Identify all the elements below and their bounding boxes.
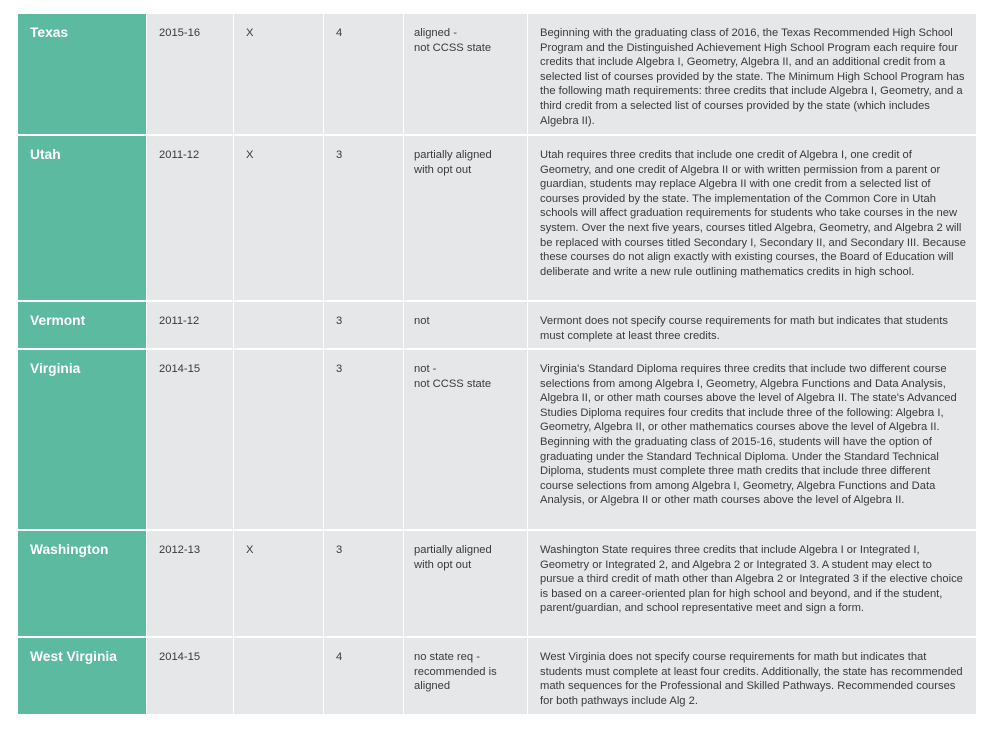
requirement-description: Virginia's Standard Diploma requires three credits that include two different course selections from among Algebra I, Geometry, Algebra Functions and Data Analysis, Algebra II, or other math courses above the level of Algebra II. The state's Advanced Studies Diploma requires four credits that include three of the following: Algebra I, Geometry, Algebra II, or other mathematics courses above the level of Algebra II. Beginning with the graduating class of 2015-16, students will have the option of graduating under the Standard Technical Diploma. Under the Standard Technical Diploma, students must complete three math credits that include three different course selections from among Algebra I, Geometry, Algebra Functions and Data Analysis, or Algebra II or other math courses above the level of Algebra II. <box>528 350 976 529</box>
ccss-alignment: aligned - not CCSS state <box>404 14 528 134</box>
ccss-alignment: no state req - recommended is aligned <box>404 638 528 714</box>
table-row <box>18 531 976 638</box>
requirement-mark <box>234 638 324 714</box>
state-name: Utah <box>18 136 147 300</box>
credits-required: 3 <box>324 302 404 348</box>
credits-required: 4 <box>324 638 404 714</box>
state-name: Vermont <box>18 302 147 348</box>
effective-year: 2015-16 <box>147 14 234 134</box>
effective-year: 2014-15 <box>147 638 234 714</box>
requirement-description: Utah requires three credits that include one credit of Algebra I, one credit of Geometry, and one credit of Algebra II or with written permission from a parent or guardian, students may replace Algebra II with one credit from a selected list of courses provided by the state. The implementation of the Common Core in Utah schools will affect graduation requirements for students who take courses in the new system. Over the next five years, courses titled Algebra, Geometry, and Algebra 2 will be replaced with courses titled Secondary I, Secondary II, and Secondary III. Because these courses do not align exactly with existing courses, the Board of Education will deliberate and write a new rule outlining mathematics credits in high school. <box>528 136 976 300</box>
requirement-mark: X <box>234 136 324 300</box>
effective-year: 2011-12 <box>147 136 234 300</box>
requirement-description: Washington State requires three credits that include Algebra I or Integrated I, Geometry or Integrated 2, and Algebra 2 or Integrated 3. A student may elect to pursue a third credit of math other than Algebra 2 or Integrated 3 if the elective choice is based on a career-oriented plan for high school and beyond, and if the student, parent/guardian, and school representative meet and sign a form. <box>528 531 976 636</box>
table-row <box>18 302 976 350</box>
table-row <box>18 350 976 531</box>
credits-required: 3 <box>324 350 404 529</box>
requirement-mark <box>234 350 324 529</box>
state-name: Washington <box>18 531 147 636</box>
table-row <box>18 638 976 716</box>
requirement-mark <box>234 302 324 348</box>
effective-year: 2014-15 <box>147 350 234 529</box>
credits-required: 3 <box>324 136 404 300</box>
ccss-alignment: not <box>404 302 528 348</box>
requirement-mark: X <box>234 531 324 636</box>
state-name: West Virginia <box>18 638 147 714</box>
ccss-alignment: partially aligned with opt out <box>404 136 528 300</box>
state-requirements-table <box>18 14 976 716</box>
requirement-description: West Virginia does not specify course requirements for math but indicates that students must complete at least four credits. Additionally, the state has recommended math sequences for the Professional and Skilled Pathways. Recommended courses for both pathways include Alg 2. <box>528 638 976 714</box>
requirement-description: Vermont does not specify course requirements for math but indicates that students must complete at least three credits. <box>528 302 976 348</box>
ccss-alignment: not - not CCSS state <box>404 350 528 529</box>
table-row <box>18 136 976 302</box>
state-name: Virginia <box>18 350 147 529</box>
ccss-alignment: partially aligned with opt out <box>404 531 528 636</box>
credits-required: 3 <box>324 531 404 636</box>
table-row <box>18 14 976 136</box>
effective-year: 2012-13 <box>147 531 234 636</box>
requirement-description: Beginning with the graduating class of 2016, the Texas Recommended High School Program and the Distinguished Achievement High School Program each require four credits that include Algebra I, Geometry, Algebra II, and an additional credit from a selected list of courses provided by the state. The Minimum High School Program has the following math requirements: three credits that include Algebra I, Geometry, and a third credit from a selected list of courses provided by the state (which includes Algebra II). <box>528 14 976 134</box>
requirement-mark: X <box>234 14 324 134</box>
credits-required: 4 <box>324 14 404 134</box>
state-name: Texas <box>18 14 147 134</box>
effective-year: 2011-12 <box>147 302 234 348</box>
